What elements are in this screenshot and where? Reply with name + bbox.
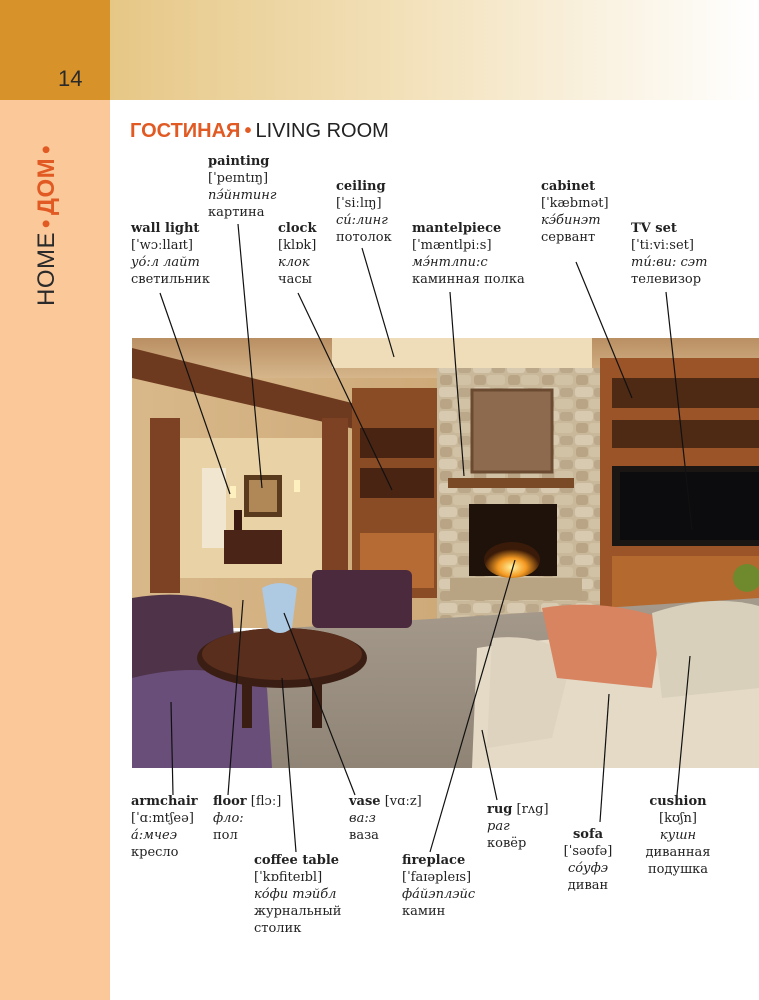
label-fireplace-phonetic: фа́йэплэйс	[402, 887, 476, 902]
label-painting-en: painting	[208, 154, 270, 169]
label-cushion-ru-1: диванная	[645, 845, 711, 860]
label-mantelpiece-ru: каминная полка	[412, 272, 525, 287]
label-mantelpiece-phonetic: мэ́нтлпи:с	[412, 255, 488, 270]
label-cushion-ru-2: подушка	[647, 862, 709, 877]
label-vase-ru: ваза	[349, 828, 379, 843]
label-armchair-transcription: [ˈɑːmtʃeə]	[131, 811, 194, 826]
label-floor-phonetic: фло:	[213, 811, 244, 826]
label-coffee-table-ru-1: журнальный	[254, 904, 342, 919]
label-cushion-phonetic: кушн	[659, 828, 697, 843]
label-clock-ru: часы	[278, 272, 312, 287]
label-vase-en: vase	[349, 794, 381, 809]
label-cabinet	[541, 178, 609, 246]
sidebar-heading	[33, 141, 61, 306]
label-rug-ru: ковёр	[487, 836, 527, 851]
label-coffee-table-ru-2: столик	[254, 921, 302, 936]
label-cushion-en: cushion	[649, 794, 707, 809]
label-ceiling-phonetic: си́:линг	[336, 213, 388, 228]
header-band	[0, 0, 759, 100]
label-clock-transcription: [klɒk]	[278, 238, 317, 253]
label-clock	[278, 220, 316, 288]
label-painting-transcription: [ˈpeɪntɪŋ]	[208, 171, 269, 186]
label-sofa-ru: диван	[567, 878, 609, 893]
sidebar-heading-en: HOME	[33, 232, 60, 306]
label-cushion	[642, 793, 714, 878]
label-fireplace	[402, 852, 475, 920]
header-corner	[0, 0, 110, 100]
label-rug	[487, 801, 549, 852]
sidebar-dot-end: •	[33, 144, 60, 154]
page-title-ru: ГОСТИНАЯ	[130, 120, 241, 142]
page-title	[130, 120, 389, 143]
label-ceiling-ru: потолок	[336, 230, 392, 245]
label-fireplace-en: fireplace	[402, 853, 466, 868]
label-floor-transcription: [flɔː]	[250, 794, 282, 809]
label-wall-light-transcription: [ˈwɔːllaɪt]	[131, 238, 193, 253]
label-wall-light-en: wall light	[131, 221, 200, 236]
label-vase-phonetic: ва:з	[349, 811, 376, 826]
label-wall-light-phonetic: уо́:л лайт	[131, 255, 200, 270]
label-cabinet-en: cabinet	[541, 179, 596, 194]
label-mantelpiece-en: mantelpiece	[412, 221, 502, 236]
page-title-en: LIVING ROOM	[255, 120, 389, 142]
label-tv-set-transcription: [ˈtiːviːset]	[631, 238, 694, 253]
label-wall-light-ru: светильник	[131, 272, 210, 287]
label-rug-phonetic: раг	[487, 819, 510, 834]
label-clock-en: clock	[278, 221, 317, 236]
label-sofa-transcription: [ˈsəʊfə]	[563, 844, 613, 859]
label-painting-phonetic: пэ́йнтинг	[208, 188, 277, 203]
label-coffee-table-en: coffee table	[254, 853, 340, 868]
label-sofa-en: sofa	[572, 827, 603, 842]
label-cabinet-ru: сервант	[541, 230, 596, 245]
page-number: 14	[58, 66, 83, 91]
label-vase-transcription: [vɑːz]	[384, 794, 422, 809]
label-rug-en: rug	[487, 802, 513, 817]
label-clock-phonetic: клок	[278, 255, 310, 270]
label-tv-set-en: TV set	[631, 221, 677, 236]
label-mantelpiece	[412, 220, 525, 288]
label-coffee-table	[254, 852, 341, 937]
label-armchair	[131, 793, 198, 861]
label-fireplace-transcription: [ˈfaɪəpleɪs]	[402, 870, 472, 885]
label-sofa	[556, 826, 620, 894]
label-floor-en: floor	[213, 794, 247, 809]
page-title-separator: •	[244, 120, 252, 142]
label-cushion-transcription: [kʊʃn]	[659, 811, 697, 826]
label-rug-transcription: [rʌg]	[516, 802, 549, 817]
label-armchair-ru: кресло	[131, 845, 179, 860]
label-cabinet-transcription: [ˈkæbɪnət]	[541, 196, 609, 211]
sidebar-dot: •	[33, 219, 60, 228]
sidebar-heading-ru: ДОМ	[33, 157, 60, 216]
label-painting-ru: картина	[208, 205, 265, 220]
label-floor	[213, 793, 281, 844]
label-tv-set	[631, 220, 707, 288]
label-sofa-phonetic: со́уфэ	[567, 861, 609, 876]
label-tv-set-phonetic: ти́:ви: сэт	[631, 255, 708, 270]
label-floor-ru: пол	[213, 828, 238, 843]
label-wall-light	[131, 220, 210, 288]
label-armchair-en: armchair	[131, 794, 198, 809]
label-cabinet-phonetic: кэ́бинэт	[541, 213, 601, 228]
label-fireplace-ru: камин	[402, 904, 446, 919]
label-ceiling-en: ceiling	[336, 179, 386, 194]
label-ceiling	[336, 178, 392, 246]
label-painting	[208, 153, 276, 221]
label-ceiling-transcription: [ˈsiːlɪŋ]	[336, 196, 382, 211]
living-room-photo	[132, 338, 759, 768]
label-tv-set-ru: телевизор	[631, 272, 702, 287]
label-armchair-phonetic: а́:мчеэ	[131, 828, 177, 843]
label-coffee-table-phonetic: ко́фи тэйбл	[254, 887, 337, 902]
label-mantelpiece-transcription: [ˈmæntlpiːs]	[412, 238, 492, 253]
label-vase	[349, 793, 422, 844]
label-coffee-table-transcription: [ˈkɒfiteɪbl]	[254, 870, 323, 885]
